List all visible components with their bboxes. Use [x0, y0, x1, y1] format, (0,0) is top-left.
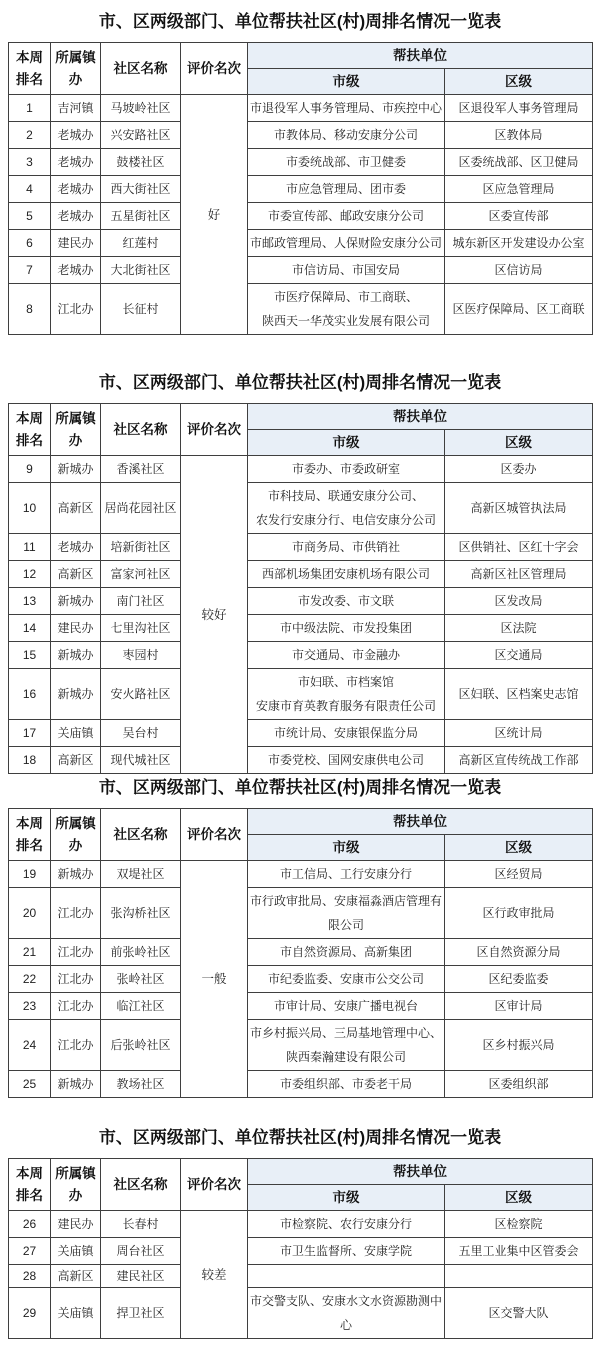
cell-community: 临江社区	[101, 993, 181, 1020]
cell-city-units	[248, 966, 445, 993]
header-row	[9, 43, 593, 69]
cell-rank: 9	[9, 456, 51, 483]
cell-rank: 15	[9, 642, 51, 669]
col-header-city-level: 市级	[248, 1185, 445, 1211]
cell-district-units: 区审计局	[445, 993, 593, 1020]
table-row	[9, 642, 593, 669]
col-header-community: 社区名称	[101, 43, 181, 95]
city-unit-line: 市教体局、移动安康分公司	[273, 128, 418, 142]
cell-rank: 18	[9, 747, 51, 774]
cell-rank: 2	[9, 122, 51, 149]
table-title: 市、区两级部门、单位帮扶社区(村)周排名情况一览表	[98, 778, 502, 797]
cell-rank: 6	[9, 230, 51, 257]
city-unit-line: 市发改委、市文联	[297, 594, 394, 608]
cell-rank: 12	[9, 561, 51, 588]
city-unit-line: 市委办、市委政研室	[291, 462, 400, 476]
cell-community: 七里沟社区	[101, 615, 181, 642]
cell-district-units: 区妇联、区档案史志馆	[445, 669, 593, 720]
cell-town: 建民办	[51, 230, 101, 257]
col-header-rank: 本周排名	[9, 43, 51, 95]
table-row	[9, 122, 593, 149]
table-row	[9, 993, 593, 1020]
table-row	[9, 669, 593, 720]
table-row	[9, 561, 593, 588]
cell-rank: 3	[9, 149, 51, 176]
cell-district-units: 区退役军人事务管理局	[445, 95, 593, 122]
table-row	[9, 149, 593, 176]
cell-district-units: 区统计局	[445, 720, 593, 747]
cell-rank: 24	[9, 1020, 51, 1071]
cell-city-units	[248, 284, 445, 335]
table-row	[9, 176, 593, 203]
cell-district-units: 区供销社、区红十字会	[445, 534, 593, 561]
cell-rank: 7	[9, 257, 51, 284]
table-row	[9, 284, 593, 335]
col-header-help-units: 帮扶单位	[248, 1159, 593, 1185]
cell-community: 枣园村	[101, 642, 181, 669]
col-header-district-level: 区级	[445, 430, 593, 456]
city-unit-line: 市自然资源局、高新集团	[279, 945, 412, 959]
city-unit-line: 市应急管理局、团市委	[285, 182, 406, 196]
cell-rank: 13	[9, 588, 51, 615]
cell-rank: 4	[9, 176, 51, 203]
cell-city-units	[248, 720, 445, 747]
col-header-city-level: 市级	[248, 835, 445, 861]
cell-district-units: 高新区宣传统战工作部	[445, 747, 593, 774]
col-header-rank: 本周排名	[9, 404, 51, 456]
cell-district-units: 区交警大队	[445, 1288, 593, 1339]
city-unit-line: 市退役军人事务管理局、市疾控中心	[250, 101, 443, 115]
table-row	[9, 966, 593, 993]
table-row	[9, 720, 593, 747]
cell-community: 富家河社区	[101, 561, 181, 588]
cell-town: 建民办	[51, 1211, 101, 1238]
col-header-rating: 评价名次	[181, 1159, 248, 1211]
city-unit-line: 市商务局、市供销社	[291, 540, 400, 554]
cell-city-units	[248, 483, 445, 534]
table-row	[9, 615, 593, 642]
cell-town: 江北办	[51, 939, 101, 966]
cell-district-units: 区教体局	[445, 122, 593, 149]
cell-rank: 21	[9, 939, 51, 966]
cell-rank: 29	[9, 1288, 51, 1339]
city-unit-line: 市信访局、市国安局	[291, 263, 400, 277]
city-unit-line: 陕西秦瀚建设有限公司	[285, 1050, 406, 1064]
cell-rank: 22	[9, 966, 51, 993]
cell-district-units: 区经贸局	[445, 861, 593, 888]
cell-community: 教场社区	[101, 1071, 181, 1098]
table-row	[9, 257, 593, 284]
cell-city-units	[248, 588, 445, 615]
cell-rating: 一般	[181, 861, 248, 1098]
cell-town: 江北办	[51, 1020, 101, 1071]
city-unit-line: 农发行安康分行、电信安康分公司	[255, 513, 436, 527]
cell-city-units	[248, 669, 445, 720]
cell-city-units	[248, 149, 445, 176]
city-unit-line: 陕西天一华茂实业发展有限公司	[261, 314, 430, 328]
cell-community: 南门社区	[101, 588, 181, 615]
cell-community: 红莲村	[101, 230, 181, 257]
col-header-district-level: 区级	[445, 1185, 593, 1211]
col-header-rating: 评价名次	[181, 43, 248, 95]
cell-community: 居尚花园社区	[101, 483, 181, 534]
city-unit-line: 市检察院、农行安康分行	[279, 1217, 412, 1231]
city-unit-line: 市交通局、市金融办	[291, 648, 400, 662]
cell-district-units: 区乡村振兴局	[445, 1020, 593, 1071]
cell-district-units: 高新区城管执法局	[445, 483, 593, 534]
cell-rank: 1	[9, 95, 51, 122]
col-header-help-units: 帮扶单位	[248, 809, 593, 835]
cell-district-units	[445, 1265, 593, 1288]
table-row	[9, 747, 593, 774]
table-row	[9, 483, 593, 534]
cell-city-units	[248, 257, 445, 284]
cell-town: 新城办	[51, 456, 101, 483]
table-row	[9, 95, 593, 122]
weekly-ranking-table-4	[8, 1126, 592, 1339]
cell-district-units: 区检察院	[445, 1211, 593, 1238]
cell-town: 高新区	[51, 483, 101, 534]
cell-rank: 8	[9, 284, 51, 335]
cell-district-units: 区自然资源分局	[445, 939, 593, 966]
col-header-town: 所属镇办	[51, 404, 101, 456]
cell-district-units: 区行政审批局	[445, 888, 593, 939]
cell-community: 培新街社区	[101, 534, 181, 561]
cell-community: 长征村	[101, 284, 181, 335]
cell-town: 高新区	[51, 747, 101, 774]
col-header-district-level: 区级	[445, 835, 593, 861]
col-header-rating: 评价名次	[181, 404, 248, 456]
cell-city-units	[248, 203, 445, 230]
cell-town: 关庙镇	[51, 1238, 101, 1265]
table-title: 市、区两级部门、单位帮扶社区(村)周排名情况一览表	[98, 373, 502, 392]
col-header-town: 所属镇办	[51, 1159, 101, 1211]
cell-town: 高新区	[51, 561, 101, 588]
ranking-table	[8, 42, 593, 335]
cell-district-units: 城东新区开发建设办公室	[445, 230, 593, 257]
cell-community: 大北街社区	[101, 257, 181, 284]
city-unit-line: 市审计局、安康广播电视台	[273, 999, 418, 1013]
cell-city-units	[248, 747, 445, 774]
cell-city-units	[248, 642, 445, 669]
col-header-rank: 本周排名	[9, 1159, 51, 1211]
col-header-help-units: 帮扶单位	[248, 404, 593, 430]
table-row	[9, 861, 593, 888]
cell-city-units	[248, 534, 445, 561]
cell-town: 老城办	[51, 149, 101, 176]
col-header-help-units: 帮扶单位	[248, 43, 593, 69]
table-title: 市、区两级部门、单位帮扶社区(村)周排名情况一览表	[98, 1128, 502, 1147]
cell-town: 高新区	[51, 1265, 101, 1288]
weekly-ranking-table-3	[8, 776, 592, 1098]
cell-community: 建民社区	[101, 1265, 181, 1288]
cell-community: 捍卫社区	[101, 1288, 181, 1339]
cell-district-units: 区发改局	[445, 588, 593, 615]
table-row	[9, 230, 593, 257]
cell-city-units	[248, 456, 445, 483]
city-unit-line: 市妇联、市档案馆	[297, 675, 394, 689]
header-row	[9, 404, 593, 430]
city-unit-line: 市纪委监委、安康市公交公司	[267, 972, 424, 986]
city-unit-line: 市行政审批局、安康福淼酒店管理有限公司	[250, 894, 443, 932]
table-row	[9, 456, 593, 483]
cell-community: 后张岭社区	[101, 1020, 181, 1071]
cell-rank: 5	[9, 203, 51, 230]
cell-town: 老城办	[51, 257, 101, 284]
col-header-city-level: 市级	[248, 69, 445, 95]
cell-rank: 16	[9, 669, 51, 720]
cell-city-units	[248, 1288, 445, 1339]
col-header-district-level: 区级	[445, 69, 593, 95]
cell-town: 老城办	[51, 203, 101, 230]
cell-community: 五星街社区	[101, 203, 181, 230]
table-row	[9, 534, 593, 561]
cell-rank: 25	[9, 1071, 51, 1098]
ranking-table	[8, 1158, 593, 1339]
city-unit-line: 市科技局、联通安康分公司、	[267, 489, 424, 503]
cell-city-units	[248, 230, 445, 257]
table-row	[9, 888, 593, 939]
cell-town: 江北办	[51, 284, 101, 335]
cell-town: 老城办	[51, 122, 101, 149]
cell-rank: 23	[9, 993, 51, 1020]
cell-district-units: 区委组织部	[445, 1071, 593, 1098]
cell-district-units: 区交通局	[445, 642, 593, 669]
col-header-community: 社区名称	[101, 809, 181, 861]
cell-district-units: 区委办	[445, 456, 593, 483]
cell-district-units: 区纪委监委	[445, 966, 593, 993]
col-header-rank: 本周排名	[9, 809, 51, 861]
col-header-town: 所属镇办	[51, 809, 101, 861]
cell-city-units	[248, 993, 445, 1020]
city-unit-line: 市委组织部、市委老干局	[279, 1077, 412, 1091]
cell-community: 安火路社区	[101, 669, 181, 720]
city-unit-line: 安康市育英教育服务有限责任公司	[255, 699, 436, 713]
table-row	[9, 1238, 593, 1265]
cell-district-units: 高新区社区管理局	[445, 561, 593, 588]
cell-district-units: 区应急管理局	[445, 176, 593, 203]
cell-rank: 17	[9, 720, 51, 747]
cell-town: 江北办	[51, 888, 101, 939]
cell-town: 老城办	[51, 534, 101, 561]
cell-town: 吉河镇	[51, 95, 101, 122]
cell-district-units: 区信访局	[445, 257, 593, 284]
city-unit-line: 西部机场集团安康机场有限公司	[261, 567, 430, 581]
cell-community: 香溪社区	[101, 456, 181, 483]
cell-town: 老城办	[51, 176, 101, 203]
cell-rank: 19	[9, 861, 51, 888]
table-row	[9, 203, 593, 230]
city-unit-line: 市交警支队、安康水文水资源勘测中心	[250, 1294, 443, 1332]
cell-city-units	[248, 122, 445, 149]
cell-rating: 较好	[181, 456, 248, 774]
cell-town: 建民办	[51, 615, 101, 642]
city-unit-line: 市卫生监督所、安康学院	[279, 1244, 412, 1258]
city-unit-line: 市统计局、安康银保监分局	[273, 726, 418, 740]
cell-community: 鼓楼社区	[101, 149, 181, 176]
cell-rank: 11	[9, 534, 51, 561]
cell-district-units: 区委统战部、区卫健局	[445, 149, 593, 176]
table-row	[9, 1288, 593, 1339]
col-header-community: 社区名称	[101, 1159, 181, 1211]
cell-community: 长春村	[101, 1211, 181, 1238]
col-header-town: 所属镇办	[51, 43, 101, 95]
table-title: 市、区两级部门、单位帮扶社区(村)周排名情况一览表	[98, 12, 502, 31]
city-unit-line: 市邮政管理局、人保财险安康分公司	[250, 236, 443, 250]
city-unit-line: 市工信局、工行安康分行	[279, 867, 412, 881]
cell-city-units	[248, 95, 445, 122]
cell-town: 新城办	[51, 642, 101, 669]
city-unit-line: 市医疗保障局、市工商联、	[273, 290, 418, 304]
cell-rank: 28	[9, 1265, 51, 1288]
table-row	[9, 1211, 593, 1238]
city-unit-line: 市中级法院、市发投集团	[279, 621, 412, 635]
cell-town: 新城办	[51, 861, 101, 888]
city-unit-line: 市委统战部、市卫健委	[285, 155, 406, 169]
cell-community: 前张岭社区	[101, 939, 181, 966]
cell-district-units: 区医疗保障局、区工商联	[445, 284, 593, 335]
city-unit-line: 市乡村振兴局、三局基地管理中心、	[250, 1026, 443, 1040]
col-header-city-level: 市级	[248, 430, 445, 456]
city-unit-line: 市委党校、国网安康供电公司	[267, 753, 424, 767]
cell-town: 关庙镇	[51, 720, 101, 747]
col-header-rating: 评价名次	[181, 809, 248, 861]
cell-city-units	[248, 1020, 445, 1071]
cell-town: 新城办	[51, 588, 101, 615]
cell-city-units	[248, 1238, 445, 1265]
cell-city-units	[248, 888, 445, 939]
cell-community: 张岭社区	[101, 966, 181, 993]
cell-community: 周台社区	[101, 1238, 181, 1265]
cell-community: 双堤社区	[101, 861, 181, 888]
cell-town: 新城办	[51, 1071, 101, 1098]
cell-community: 马坡岭社区	[101, 95, 181, 122]
header-row	[9, 1159, 593, 1185]
cell-rating: 好	[181, 95, 248, 335]
table-row	[9, 1020, 593, 1071]
cell-rank: 27	[9, 1238, 51, 1265]
cell-city-units	[248, 561, 445, 588]
cell-city-units	[248, 1211, 445, 1238]
ranking-table	[8, 403, 593, 774]
weekly-ranking-table-2	[8, 371, 592, 774]
table-row	[9, 939, 593, 966]
table-row	[9, 1265, 593, 1288]
cell-city-units	[248, 939, 445, 966]
col-header-community: 社区名称	[101, 404, 181, 456]
cell-district-units: 区委宣传部	[445, 203, 593, 230]
cell-rank: 20	[9, 888, 51, 939]
cell-city-units	[248, 1265, 445, 1288]
cell-community: 张沟桥社区	[101, 888, 181, 939]
cell-community: 吴台村	[101, 720, 181, 747]
header-row	[9, 809, 593, 835]
cell-district-units: 五里工业集中区管委会	[445, 1238, 593, 1265]
ranking-table	[8, 808, 593, 1098]
cell-rank: 26	[9, 1211, 51, 1238]
cell-community: 现代城社区	[101, 747, 181, 774]
cell-city-units	[248, 861, 445, 888]
cell-city-units	[248, 176, 445, 203]
cell-town: 关庙镇	[51, 1288, 101, 1339]
cell-community: 兴安路社区	[101, 122, 181, 149]
cell-rank: 14	[9, 615, 51, 642]
cell-town: 江北办	[51, 993, 101, 1020]
cell-city-units	[248, 1071, 445, 1098]
table-row	[9, 1071, 593, 1098]
cell-city-units	[248, 615, 445, 642]
cell-rank: 10	[9, 483, 51, 534]
cell-town: 新城办	[51, 669, 101, 720]
city-unit-line: 市委宣传部、邮政安康分公司	[267, 209, 424, 223]
cell-rating: 较差	[181, 1211, 248, 1339]
cell-community: 西大街社区	[101, 176, 181, 203]
weekly-ranking-table-1	[8, 10, 592, 335]
cell-district-units: 区法院	[445, 615, 593, 642]
table-row	[9, 588, 593, 615]
cell-town: 江北办	[51, 966, 101, 993]
